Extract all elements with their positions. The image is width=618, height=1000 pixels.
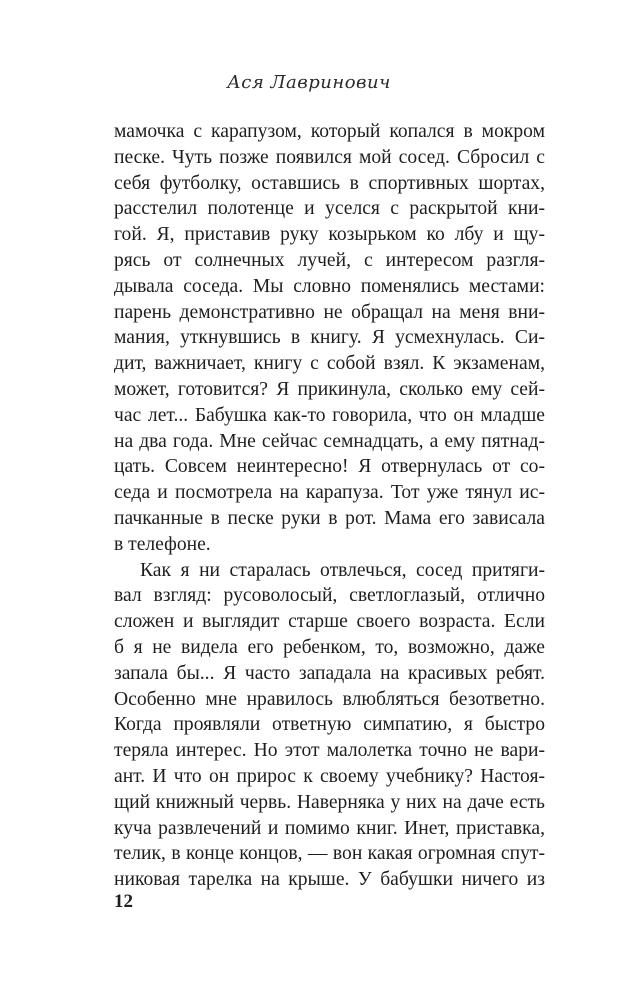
text-line: Когда проявляли ответную симпатию, я быстро [114,714,545,736]
text-line: мания, уткнувшись в книгу. Я усмехнулась. Си- [114,327,545,349]
text-line: час лет... Бабушка как-то говорила, что он младше [114,404,545,426]
text-line: рясь от солнечных лучей, с интересом разгля- [114,249,545,271]
text-line: гой. Я, приставив руку козырьком ко лбу и щу- [114,224,545,246]
text-line: может, готовится? Я прикинула, сколько ему сей- [114,378,545,400]
text-line: куча развлечений и помимо книг. Инет, приставка, [114,817,545,839]
text-line: сложен и выглядит старше своего возраста. Если [114,611,545,633]
text-line: Особенно мне нравилось влюбляться безответно. [114,688,545,710]
text-line: мамочка с карапузом, который копался в мокром [114,121,545,142]
text-line: парень демонстративно не обращал на меня вни- [114,301,545,323]
text-line: вал взгляд: русоволосый, светлоглазый, отлично [114,585,545,607]
text-line: запала бы... Я часто западала на красивых ребят. [114,662,545,684]
text-line: пачканные в песке руки в рот. Мама его зависала [114,507,545,529]
text-line: дывала соседа. Мы словно поменялись местами: [114,275,545,297]
text-line: цать. Совсем неинтересно! Я отвернулась от со- [114,456,545,478]
text-line: телик, в конце концов, — вон какая огромная спут- [114,843,545,865]
text-line: дит, важничает, книгу с собой взял. К экзаменам, [114,353,545,375]
text-line: песке. Чуть позже появился мой сосед. Сбросил с [114,146,545,168]
text-line: б я не видела его ребенком, то, возможно, даже [114,636,545,658]
text-line: никовая тарелка на крыше. У бабушки ничего из [114,869,545,891]
text-line: теряла интерес. Но этот малолетка точно не вари- [114,740,545,762]
text-line: ант. И что он прирос к своему учебнику? Настоя- [114,765,545,787]
text-line: седа и посмотрела на карапуза. Тот уже тянул ис- [114,482,545,504]
text-line: на два года. Мне сейчас семнадцать, а ему пятнад- [114,430,545,452]
text-line: расстелил полотенце и уселся с раскрытой кни- [114,198,545,220]
text-line: в телефоне. [114,533,211,555]
text-line: себя футболку, оставшись в спортивных шортах, [114,172,545,194]
running-header-author: Ася Лавринович [227,72,391,93]
text-line: щий книжный червь. Наверняка у них на даче есть [114,791,545,813]
text-line: Как я ни старалась отвлечься, сосед притяги- [140,559,545,581]
page-number: 12 [114,891,133,912]
body-text [114,119,545,893]
